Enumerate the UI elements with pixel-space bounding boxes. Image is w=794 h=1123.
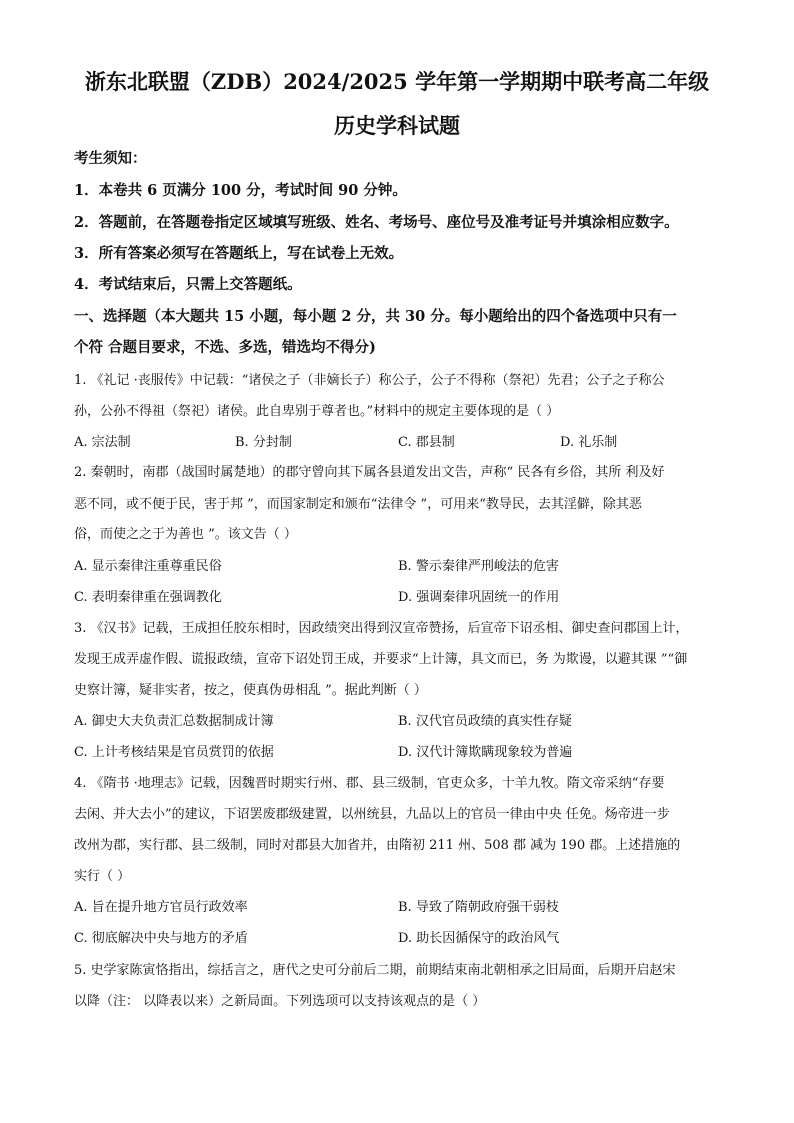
question-1-option-d: D. 礼乐制	[560, 435, 618, 450]
question-2-option-d: D. 强调秦律巩固统一的作用	[398, 590, 560, 605]
question-3-option-c: C. 上计考核结果是官员赏罚的依据	[74, 745, 274, 760]
question-3-text: 发现王成弄虚作假、谎报政绩，宣帝下诏处罚王成，并要求“上计簿，具文而已，务 为欺谩，以避其课 ”“御	[74, 652, 688, 667]
question-5-text: 以降（注： 以降表以来）之新局面。下列选项可以支持该观点的是（ ）	[74, 994, 486, 1009]
question-4-option-c: C. 彻底解决中央与地方的矛盾	[74, 931, 248, 946]
notice-item: 3．所有答案必须写在答题纸上，写在试卷上无效。	[74, 245, 404, 262]
question-3-text: 史察计簿，疑非实者，按之，使真伪毋相乱 ”。据此判断（ ）	[74, 683, 427, 698]
question-3-option-b: B. 汉代官员政绩的真实性存疑	[398, 714, 572, 729]
notice-heading: 考生须知：	[74, 150, 147, 167]
question-1-text: 1. 《礼记 ·丧服传》中记载：“诸侯之子（非嫡长子）称公子，公子不得称（祭祀）先君；公子之子称公	[74, 373, 665, 388]
question-1-text: 孙，公孙不得祖（祭祀）诸侯。此自卑别于尊者也。”材料中的规定主要体现的是（ ）	[74, 404, 560, 419]
question-4-text: 4. 《隋书 ·地理志》记载，因魏晋时期实行州、郡、县三级制，官吏众多，十羊九牧。隋文帝采纳“存要	[74, 776, 665, 791]
question-2-option-a: A. 显示秦律注重尊重民俗	[74, 559, 222, 574]
section-heading: 一、选择题（本大题共 15 小题，每小题 2 分，共 30 分。每小题给出的四个备选项中只有一	[74, 308, 677, 325]
question-3-option-d: D. 汉代计簿欺瞒现象较为普遍	[398, 745, 573, 760]
subject-title: 历史学科试题	[334, 113, 460, 138]
question-1-option-c: C. 郡县制	[398, 435, 455, 450]
notice-item: 2．答题前，在答题卷指定区域填写班级、姓名、考场号、座位号及准考证号并填涂相应数字。	[74, 214, 679, 231]
question-4-text: 改州为郡，实行郡、县二级制，同时对郡县大加省并，由隋初 211 州、508 郡 减为 190 郡。上述措施的	[74, 838, 681, 853]
notice-item: 1．本卷共 6 页满分 100 分，考试时间 90 分钟。	[74, 182, 407, 199]
notice-item: 4．考试结束后，只需上交答题纸。	[74, 276, 302, 293]
question-4-text: 去闲、并大去小”的建议，下诏罢废郡级建置，以州统县，九品以上的官员一律由中央 任免。炀帝进一步	[74, 807, 670, 822]
question-4-text: 实行（ ）	[74, 869, 131, 884]
question-5-text: 5. 史学家陈寅恪指出，综括言之，唐代之史可分前后二期，前期结束南北朝相承之旧局面，后期开启赵宋	[74, 963, 676, 978]
question-3-text: 3. 《汉书》记载，王成担任胶东相时，因政绩突出得到汉宣帝赞扬，后宣帝下诏丞相、御史查问郡国上计，	[74, 621, 689, 636]
question-2-option-c: C. 表明秦律重在强调教化	[74, 590, 222, 605]
question-2-text: 俗，而使之之于为善也 ”。该文告（ ）	[74, 527, 297, 542]
question-3-option-a: A. 御史大夫负责汇总数据制成计簿	[74, 714, 274, 729]
exam-title: 浙东北联盟（ZDB）2024/2025 学年第一学期期中联考高二年级	[84, 69, 710, 94]
question-4-option-b: B. 导致了隋朝政府强干弱枝	[398, 900, 559, 915]
question-4-option-d: D. 助长因循保守的政治风气	[398, 931, 560, 946]
question-2-text: 恶不同，或不便于民，害于邦 ”，而国家制定和颁布“法律令 ”，可用来“教导民，去其淫僻，除其恶	[74, 497, 642, 512]
section-heading-cont: 个符 合题目要求，不选、多选，错选均不得分)	[74, 339, 376, 356]
question-1-option-a: A. 宗法制	[74, 435, 131, 450]
question-1-option-b: B. 分封制	[235, 435, 292, 450]
question-4-option-a: A. 旨在提升地方官员行政效率	[74, 900, 248, 915]
question-2-text: 2. 秦朝时，南郡（战国时属楚地）的郡守曾向其下属各县道发出文告，声称“ 民各有乡俗，其所 利及好	[74, 465, 665, 480]
question-2-option-b: B. 警示秦律严刑峻法的危害	[398, 559, 559, 574]
